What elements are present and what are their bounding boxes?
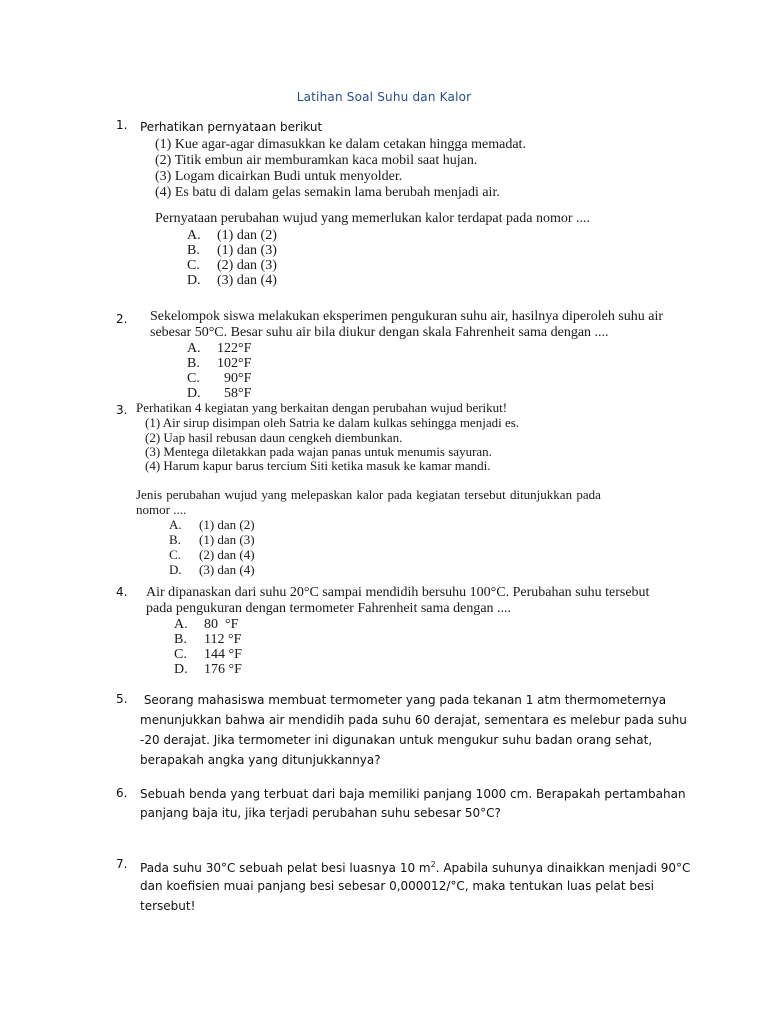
option-text: 102°F bbox=[217, 356, 252, 371]
option-text: (2) dan (4) bbox=[199, 547, 255, 562]
option-label: A. bbox=[187, 341, 201, 356]
question-line: Sebuah benda yang terbuat dari baja memiliki panjang 1000 cm. Berapakah pertambahan bbox=[140, 787, 686, 801]
option-label: A. bbox=[169, 517, 182, 532]
question-line: Jenis perubahan wujud yang melepaskan kalor pada kegiatan tersebut ditunjukkan pada bbox=[136, 487, 601, 502]
option-text: 90°F bbox=[217, 371, 252, 386]
option-text: (3) dan (4) bbox=[217, 273, 277, 288]
question-line: Air dipanaskan dari suhu 20°C sampai mendidih bersuhu 100°C. Perubahan suhu tersebut bbox=[146, 585, 650, 600]
question-number: 7. bbox=[116, 857, 128, 871]
option-label: B. bbox=[187, 243, 200, 258]
question-line: -20 derajat. Jika termometer ini digunakan untuk mengukur suhu badan orang sehat, bbox=[140, 733, 653, 747]
option-text: 144 °F bbox=[204, 647, 242, 662]
option-text: 58°F bbox=[217, 386, 252, 401]
option-label: A. bbox=[174, 617, 188, 632]
option-a bbox=[187, 341, 251, 357]
option-text: (1) dan (3) bbox=[199, 532, 255, 547]
question-line: sebesar 50°C. Besar suhu air bila diukur dengan skala Fahrenheit sama dengan .... bbox=[150, 325, 609, 340]
option-text: 122°F bbox=[217, 341, 252, 356]
option-text: (2) dan (3) bbox=[217, 258, 277, 273]
option-b bbox=[169, 532, 255, 548]
option-a bbox=[187, 228, 277, 244]
superscript: 2 bbox=[430, 860, 436, 869]
question-number: 4. bbox=[116, 585, 128, 599]
option-a bbox=[169, 517, 255, 533]
statement: (4) Harum kapur barus tercium Siti ketika masuk ke kamar mandi. bbox=[145, 458, 491, 473]
statement: (2) Titik embun air memburamkan kaca mobil saat hujan. bbox=[155, 153, 478, 168]
option-label: B. bbox=[187, 356, 200, 371]
option-text: 112 °F bbox=[204, 632, 242, 647]
question-text: Pada suhu 30°C sebuah pelat besi luasnya 10 m bbox=[140, 861, 431, 875]
option-label: C. bbox=[174, 647, 187, 662]
option-text: (3) dan (4) bbox=[199, 562, 255, 577]
question-number: 2. bbox=[116, 312, 128, 326]
option-c bbox=[169, 547, 255, 563]
option-label: B. bbox=[169, 532, 181, 547]
option-label: D. bbox=[187, 386, 201, 401]
question-number: 3. bbox=[116, 403, 128, 417]
question-text: Pernyataan perubahan wujud yang memerlukan kalor terdapat pada nomor .... bbox=[155, 211, 591, 226]
option-b bbox=[187, 356, 251, 372]
option-a bbox=[174, 617, 238, 633]
option-label: B. bbox=[174, 632, 187, 647]
question-line: pada pengukuran dengan termometer Fahrenheit sama dengan .... bbox=[146, 601, 512, 616]
question-intro: Perhatikan 4 kegiatan yang berkaitan dengan perubahan wujud berikut! bbox=[136, 400, 508, 415]
question-number: 6. bbox=[116, 786, 128, 800]
option-d bbox=[187, 273, 277, 289]
question-line: Seorang mahasiswa membuat termometer yang pada tekanan 1 atm thermometernya bbox=[140, 693, 667, 707]
option-label: D. bbox=[169, 562, 182, 577]
question-line: nomor .... bbox=[136, 502, 187, 517]
page-title: Latihan Soal Suhu dan Kalor bbox=[296, 90, 472, 104]
option-d bbox=[174, 662, 242, 678]
statement: (1) Kue agar-agar dimasukkan ke dalam cetakan hingga memadat. bbox=[155, 137, 526, 152]
option-text: (1) dan (2) bbox=[199, 517, 255, 532]
option-label: D. bbox=[174, 662, 188, 677]
option-text: 176 °F bbox=[204, 662, 242, 677]
question-intro: Perhatikan pernyataan berikut bbox=[140, 120, 323, 134]
statement: (3) Logam dicairkan Budi untuk menyolder. bbox=[155, 169, 403, 184]
question-line: panjang baja itu, jika terjadi perubahan suhu sebesar 50°C? bbox=[140, 806, 501, 820]
option-text: (1) dan (2) bbox=[217, 228, 277, 243]
statement: (3) Mentega diletakkan pada wajan panas untuk menumis sayuran. bbox=[145, 444, 492, 459]
option-b bbox=[174, 632, 241, 648]
question-line: Sekelompok siswa melakukan eksperimen pengukuran suhu air, hasilnya diperoleh suhu air bbox=[150, 309, 664, 324]
statement: (1) Air sirup disimpan oleh Satria ke dalam kulkas sehingga menjadi es. bbox=[145, 415, 520, 430]
statement: (4) Es batu di dalam gelas semakin lama berubah menjadi air. bbox=[155, 185, 500, 200]
option-label: A. bbox=[187, 228, 201, 243]
question-line: tersebut! bbox=[140, 899, 196, 913]
question-number: 5. bbox=[116, 692, 128, 706]
option-c bbox=[187, 371, 251, 387]
question-text: . Apabila suhunya dinaikkan menjadi 90°C bbox=[435, 861, 691, 875]
option-c bbox=[174, 647, 242, 663]
option-text: (1) dan (3) bbox=[217, 243, 277, 258]
option-b bbox=[187, 243, 277, 259]
question-line bbox=[140, 855, 690, 878]
option-text: 80 °F bbox=[204, 617, 239, 632]
statement: (2) Uap hasil rebusan daun cengkeh diembunkan. bbox=[145, 430, 403, 445]
question-line: menunjukkan bahwa air mendidih pada suhu 60 derajat, sementara es melebur pada suhu bbox=[140, 713, 687, 727]
question-line: berapakah angka yang ditunjukkannya? bbox=[140, 753, 381, 767]
question-line: dan koefisien muai panjang besi sebesar 0,000012/°C, maka tentukan luas pelat besi bbox=[140, 879, 654, 893]
option-label: D. bbox=[187, 273, 201, 288]
option-label: C. bbox=[187, 258, 200, 273]
option-c bbox=[187, 258, 277, 274]
option-d bbox=[169, 562, 255, 578]
question-number: 1. bbox=[116, 118, 128, 132]
option-label: C. bbox=[169, 547, 181, 562]
option-label: C. bbox=[187, 371, 200, 386]
